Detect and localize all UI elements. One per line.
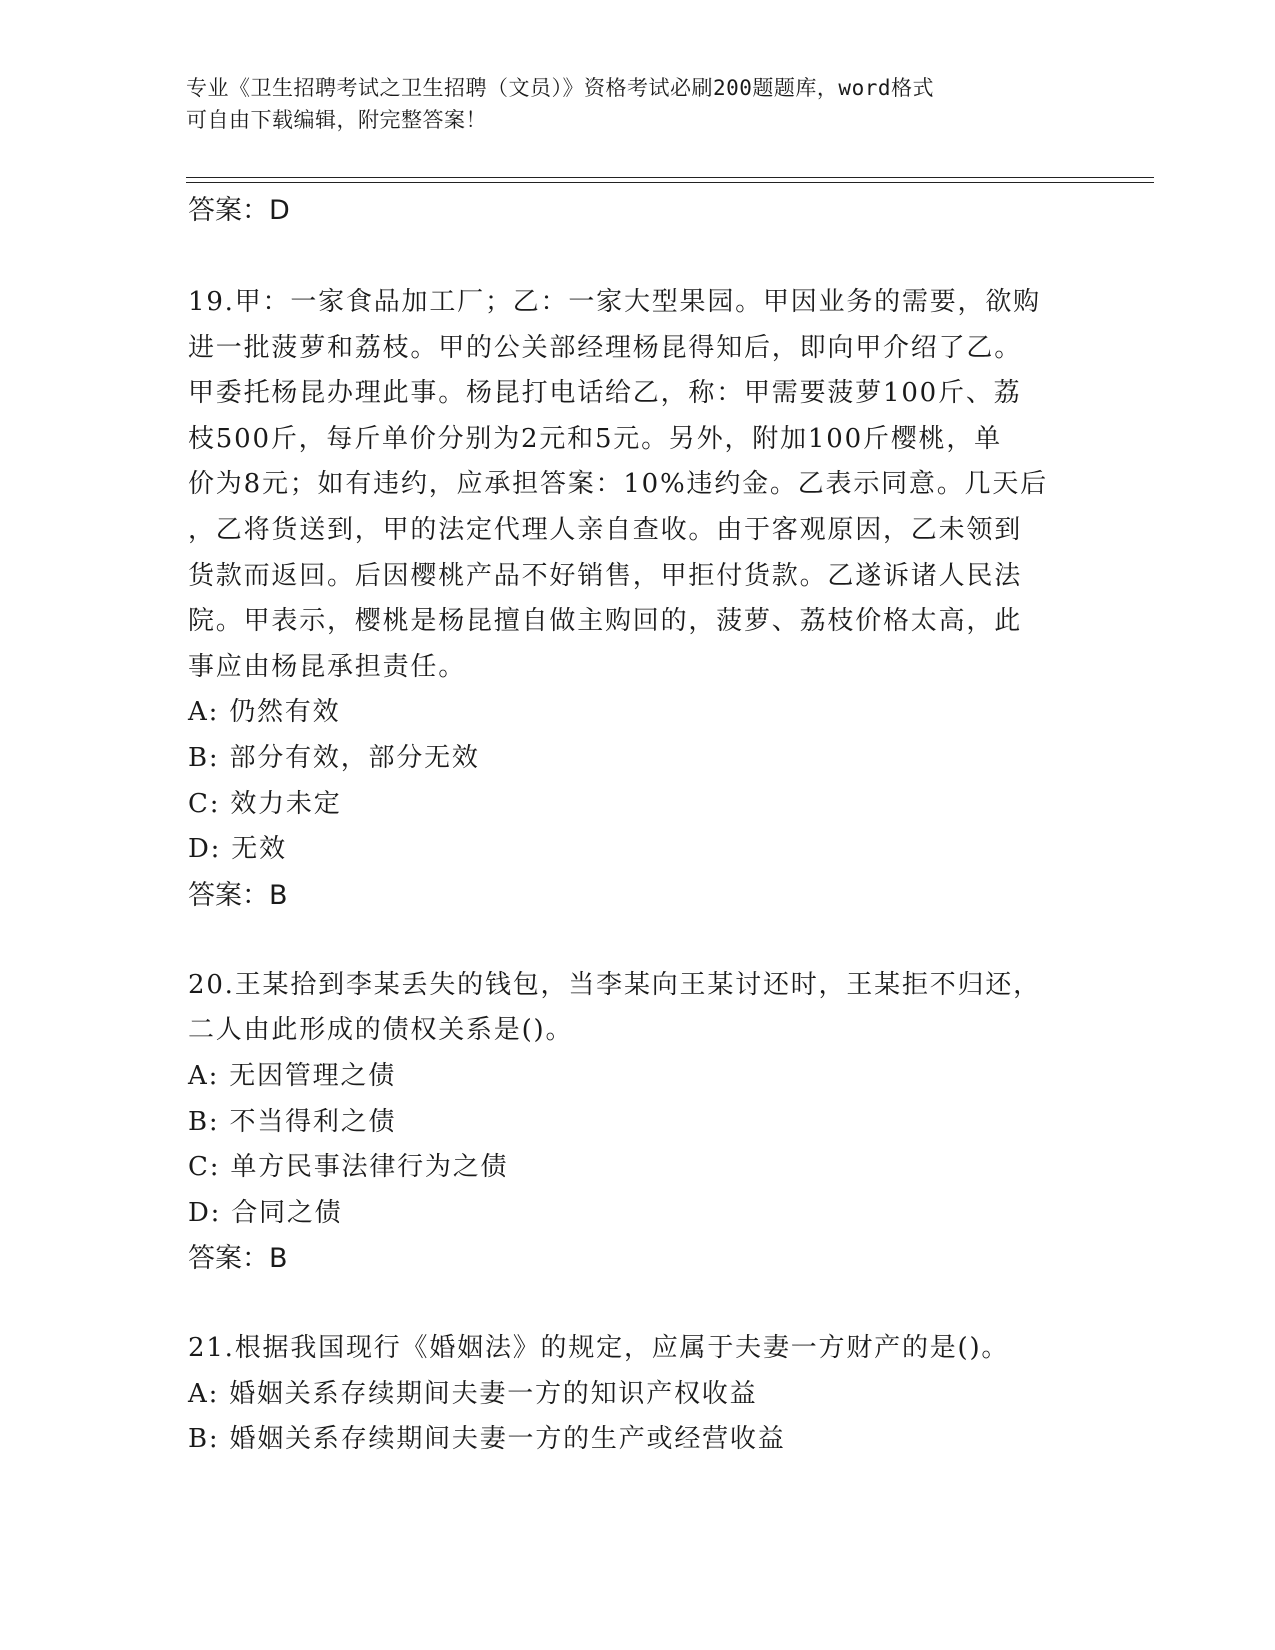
question-21 (188, 1326, 1088, 1463)
header-line-1: 专业《卫生招聘考试之卫生招聘（文员）》资格考试必刷200题题库，word格式 (186, 76, 934, 100)
answer: 答案：B (188, 1243, 288, 1275)
page-header (186, 72, 1066, 136)
question-line: 19.甲：一家食品加工厂；乙：一家大型果园。甲因业务的需要，欲购 (188, 287, 1041, 317)
answer: 答案：B (188, 879, 288, 911)
question-line: 价为8元；如有违约，应承担答案：10%违约金。乙表示同意。几天后 (188, 469, 1048, 500)
option-a: A: 无因管理之债 (188, 1060, 397, 1091)
question-line: 甲委托杨昆办理此事。杨昆打电话给乙，称：甲需要菠萝100斤、荔 (188, 378, 1022, 409)
question-line: 进一批菠萝和荔枝。甲的公关部经理杨昆得知后，即向甲介绍了乙。 (188, 332, 1023, 363)
question-19 (188, 280, 1088, 919)
question-line: 枝500斤，每斤单价分别为2元和5元。另外，附加100斤樱桃，单 (188, 423, 1002, 454)
header-divider-top (186, 177, 1154, 178)
option-b: B: 婚姻关系存续期间夫妻一方的生产或经营收益 (188, 1424, 786, 1455)
option-c: C: 效力未定 (188, 788, 342, 819)
option-a: A: 婚姻关系存续期间夫妻一方的知识产权收益 (188, 1378, 758, 1409)
option-d: D: 合同之债 (188, 1197, 343, 1228)
option-a: A: 仍然有效 (188, 697, 341, 728)
question-line: 事应由杨昆承担责任。 (188, 651, 467, 682)
option-b: B: 不当得利之债 (188, 1106, 397, 1137)
question-line: 21.根据我国现行《婚姻法》的规定，应属于夫妻一方财产的是()。 (188, 1333, 1010, 1364)
question-line: ，乙将货送到，甲的法定代理人亲自查收。由于客观原因，乙未领到 (188, 514, 1023, 545)
question-line: 货款而返回。后因樱桃产品不好销售，甲拒付货款。乙遂诉诸人民法 (188, 560, 1023, 591)
question-line: 二人由此形成的债权关系是()。 (188, 1015, 574, 1046)
header-line-2: 可自由下载编辑，附完整答案！ (186, 108, 487, 132)
document-body (188, 188, 1088, 1463)
header-divider-bottom (186, 182, 1154, 183)
question-20 (188, 963, 1088, 1283)
question-line: 院。甲表示，樱桃是杨昆擅自做主购回的，菠萝、荔枝价格太高，此 (188, 606, 1023, 637)
option-d: D: 无效 (188, 834, 287, 865)
previous-answer: 答案：D (188, 195, 290, 226)
option-c: C: 单方民事法律行为之债 (188, 1152, 509, 1183)
question-line: 20.王某拾到李某丢失的钱包，当李某向王某讨还时，王某拒不归还， (188, 969, 1041, 1000)
option-b: B: 部分有效，部分无效 (188, 742, 480, 773)
